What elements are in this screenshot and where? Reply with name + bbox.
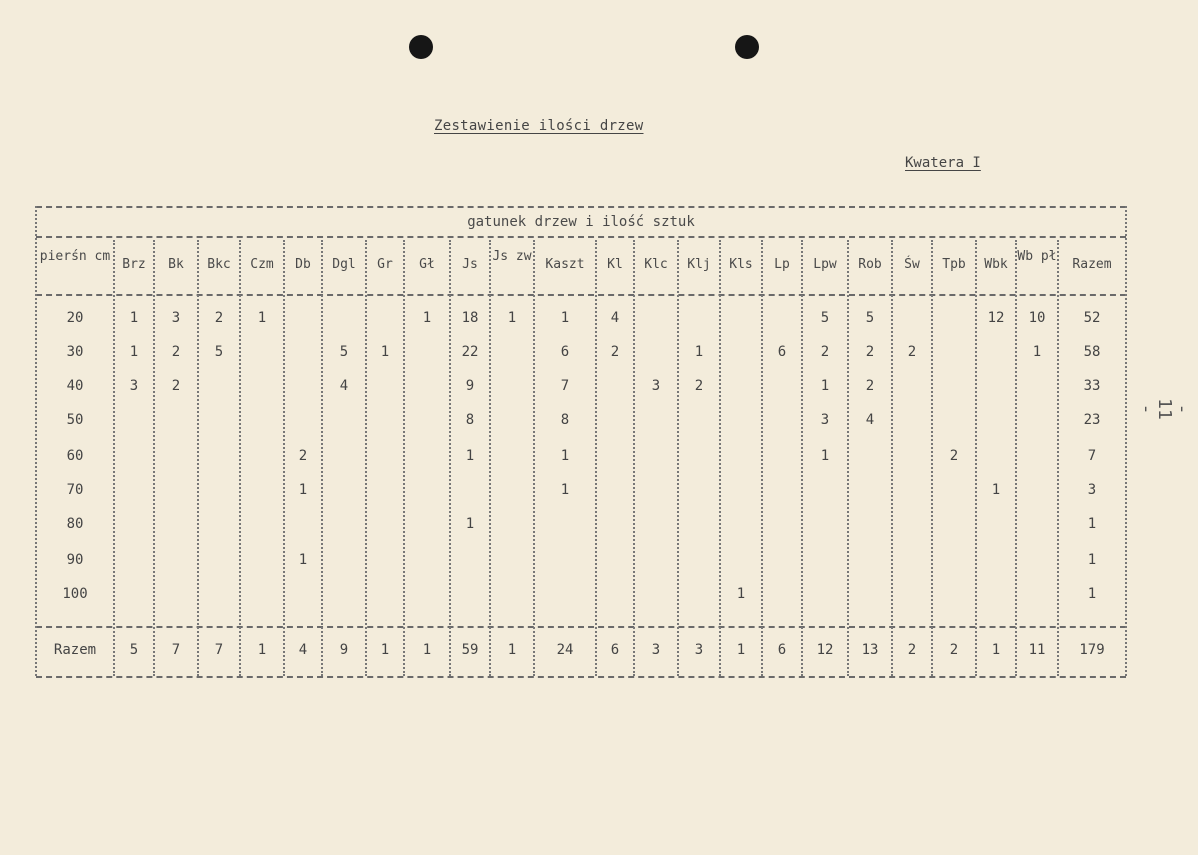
- column-header: Wb pł: [1017, 249, 1057, 264]
- table-cell: 1: [257, 310, 267, 326]
- table-cell: 1: [507, 310, 517, 326]
- table-cell: 10: [1028, 310, 1046, 326]
- row-diameter: 80: [66, 516, 84, 532]
- column-header: Kaszt: [545, 257, 585, 272]
- table-cell: 9: [465, 378, 475, 394]
- column-header: Js zw: [492, 249, 532, 264]
- table-cell: 5: [820, 310, 830, 326]
- table-cell: 2: [865, 344, 875, 360]
- column-header: Kl: [607, 257, 623, 272]
- total-cell: 179: [1079, 642, 1105, 658]
- table-cell: 1: [129, 310, 139, 326]
- total-cell: 1: [991, 642, 1001, 658]
- total-cell: 1: [507, 642, 517, 658]
- document-title: Zestawienie ilości drzew: [434, 118, 644, 134]
- row-diameter: 20: [66, 310, 84, 326]
- column-header: Dgl: [332, 257, 356, 272]
- total-cell: 13: [861, 642, 879, 658]
- column-divider: [1015, 240, 1017, 676]
- column-header: Razem: [1072, 257, 1112, 272]
- table-cell: 4: [610, 310, 620, 326]
- total-cell: 7: [171, 642, 181, 658]
- quarter-label: Kwatera I: [905, 155, 981, 171]
- table-cell: 1: [129, 344, 139, 360]
- table-cell: 8: [560, 412, 570, 428]
- column-divider: [761, 240, 763, 676]
- table-cell: 2: [171, 378, 181, 394]
- table-cell: 6: [560, 344, 570, 360]
- table-cell: 2: [298, 448, 308, 464]
- table-cell: 5: [214, 344, 224, 360]
- column-header: Lpw: [813, 257, 837, 272]
- tree-count-table: [36, 206, 1126, 682]
- table-cell: 3: [820, 412, 830, 428]
- table-cell: 1: [1087, 586, 1097, 602]
- table-cell: 12: [987, 310, 1005, 326]
- column-header: Kls: [729, 257, 753, 272]
- table-cell: 3: [171, 310, 181, 326]
- column-divider: [719, 240, 721, 676]
- table-cell: 33: [1083, 378, 1101, 394]
- table-cell: 2: [214, 310, 224, 326]
- column-divider: [1125, 206, 1127, 676]
- column-header: Gr: [377, 257, 393, 272]
- total-cell: 6: [610, 642, 620, 658]
- table-cell: 8: [465, 412, 475, 428]
- table-cell: 2: [865, 378, 875, 394]
- total-cell: 1: [736, 642, 746, 658]
- total-cell: 7: [214, 642, 224, 658]
- total-label: Razem: [53, 642, 97, 658]
- table-cell: 7: [1087, 448, 1097, 464]
- table-cell: 5: [339, 344, 349, 360]
- total-cell: 1: [257, 642, 267, 658]
- total-cell: 3: [651, 642, 661, 658]
- column-header: Św: [904, 257, 920, 272]
- group-header: gatunek drzew i ilość sztuk: [467, 214, 695, 230]
- table-cell: 1: [298, 552, 308, 568]
- column-header: Db: [295, 257, 311, 272]
- table-cell: 22: [461, 344, 479, 360]
- column-header: Js: [462, 257, 478, 272]
- table-rule: [36, 236, 1126, 238]
- total-cell: 9: [339, 642, 349, 658]
- table-cell: 7: [560, 378, 570, 394]
- table-cell: 2: [694, 378, 704, 394]
- punch-hole-right: [735, 35, 759, 59]
- column-header: Tpb: [942, 257, 966, 272]
- column-divider: [197, 240, 199, 676]
- table-cell: 58: [1083, 344, 1101, 360]
- column-divider: [633, 240, 635, 676]
- table-rule: [36, 206, 1126, 208]
- row-diameter: 30: [66, 344, 84, 360]
- table-cell: 1: [820, 448, 830, 464]
- column-header: Klj: [687, 257, 711, 272]
- table-cell: 1: [422, 310, 432, 326]
- total-cell: 12: [816, 642, 834, 658]
- total-cell: 4: [298, 642, 308, 658]
- column-divider: [891, 240, 893, 676]
- row-diameter: 70: [66, 482, 84, 498]
- table-cell: 1: [560, 448, 570, 464]
- column-header: Bk: [168, 257, 184, 272]
- table-cell: 1: [736, 586, 746, 602]
- table-cell: 4: [339, 378, 349, 394]
- table-cell: 2: [171, 344, 181, 360]
- row-diameter: 90: [66, 552, 84, 568]
- punch-hole-left: [409, 35, 433, 59]
- column-header: Czm: [250, 257, 274, 272]
- row-diameter: 40: [66, 378, 84, 394]
- column-divider: [35, 206, 37, 676]
- total-cell: 6: [777, 642, 787, 658]
- table-cell: 4: [865, 412, 875, 428]
- page-number: - 11 -: [1136, 398, 1193, 420]
- table-cell: 6: [777, 344, 787, 360]
- column-header: Klc: [644, 257, 668, 272]
- table-cell: 52: [1083, 310, 1101, 326]
- total-cell: 59: [461, 642, 479, 658]
- table-cell: 2: [610, 344, 620, 360]
- table-cell: 1: [465, 448, 475, 464]
- row-diameter: 60: [66, 448, 84, 464]
- table-cell: 1: [991, 482, 1001, 498]
- table-cell: 2: [820, 344, 830, 360]
- total-cell: 2: [949, 642, 959, 658]
- table-cell: 3: [1087, 482, 1097, 498]
- total-cell: 5: [129, 642, 139, 658]
- table-cell: 1: [465, 516, 475, 532]
- total-cell: 1: [380, 642, 390, 658]
- column-header: pierśn cm: [39, 249, 111, 264]
- table-cell: 23: [1083, 412, 1101, 428]
- column-header: Wbk: [984, 257, 1008, 272]
- table-cell: 1: [1087, 552, 1097, 568]
- row-diameter: 50: [66, 412, 84, 428]
- table-rule: [36, 294, 1126, 296]
- table-cell: 1: [298, 482, 308, 498]
- column-divider: [677, 240, 679, 676]
- table-cell: 2: [907, 344, 917, 360]
- table-cell: 5: [865, 310, 875, 326]
- table-cell: 2: [949, 448, 959, 464]
- table-cell: 1: [560, 310, 570, 326]
- column-divider: [239, 240, 241, 676]
- table-cell: 18: [461, 310, 479, 326]
- table-rule: [36, 626, 1126, 628]
- column-divider: [153, 240, 155, 676]
- column-divider: [403, 240, 405, 676]
- column-header: Lp: [774, 257, 790, 272]
- table-cell: 3: [651, 378, 661, 394]
- table-rule: [36, 676, 1126, 678]
- total-cell: 3: [694, 642, 704, 658]
- table-cell: 1: [820, 378, 830, 394]
- table-cell: 1: [1087, 516, 1097, 532]
- table-cell: 1: [380, 344, 390, 360]
- table-cell: 1: [1032, 344, 1042, 360]
- column-divider: [365, 240, 367, 676]
- column-header: Rob: [858, 257, 882, 272]
- total-cell: 24: [556, 642, 574, 658]
- column-header: Brz: [122, 257, 146, 272]
- column-header: Gł: [419, 257, 435, 272]
- column-header: Bkc: [207, 257, 231, 272]
- total-cell: 1: [422, 642, 432, 658]
- total-cell: 11: [1028, 642, 1046, 658]
- total-cell: 2: [907, 642, 917, 658]
- table-cell: 3: [129, 378, 139, 394]
- table-cell: 1: [560, 482, 570, 498]
- row-diameter: 100: [62, 586, 88, 602]
- table-cell: 1: [694, 344, 704, 360]
